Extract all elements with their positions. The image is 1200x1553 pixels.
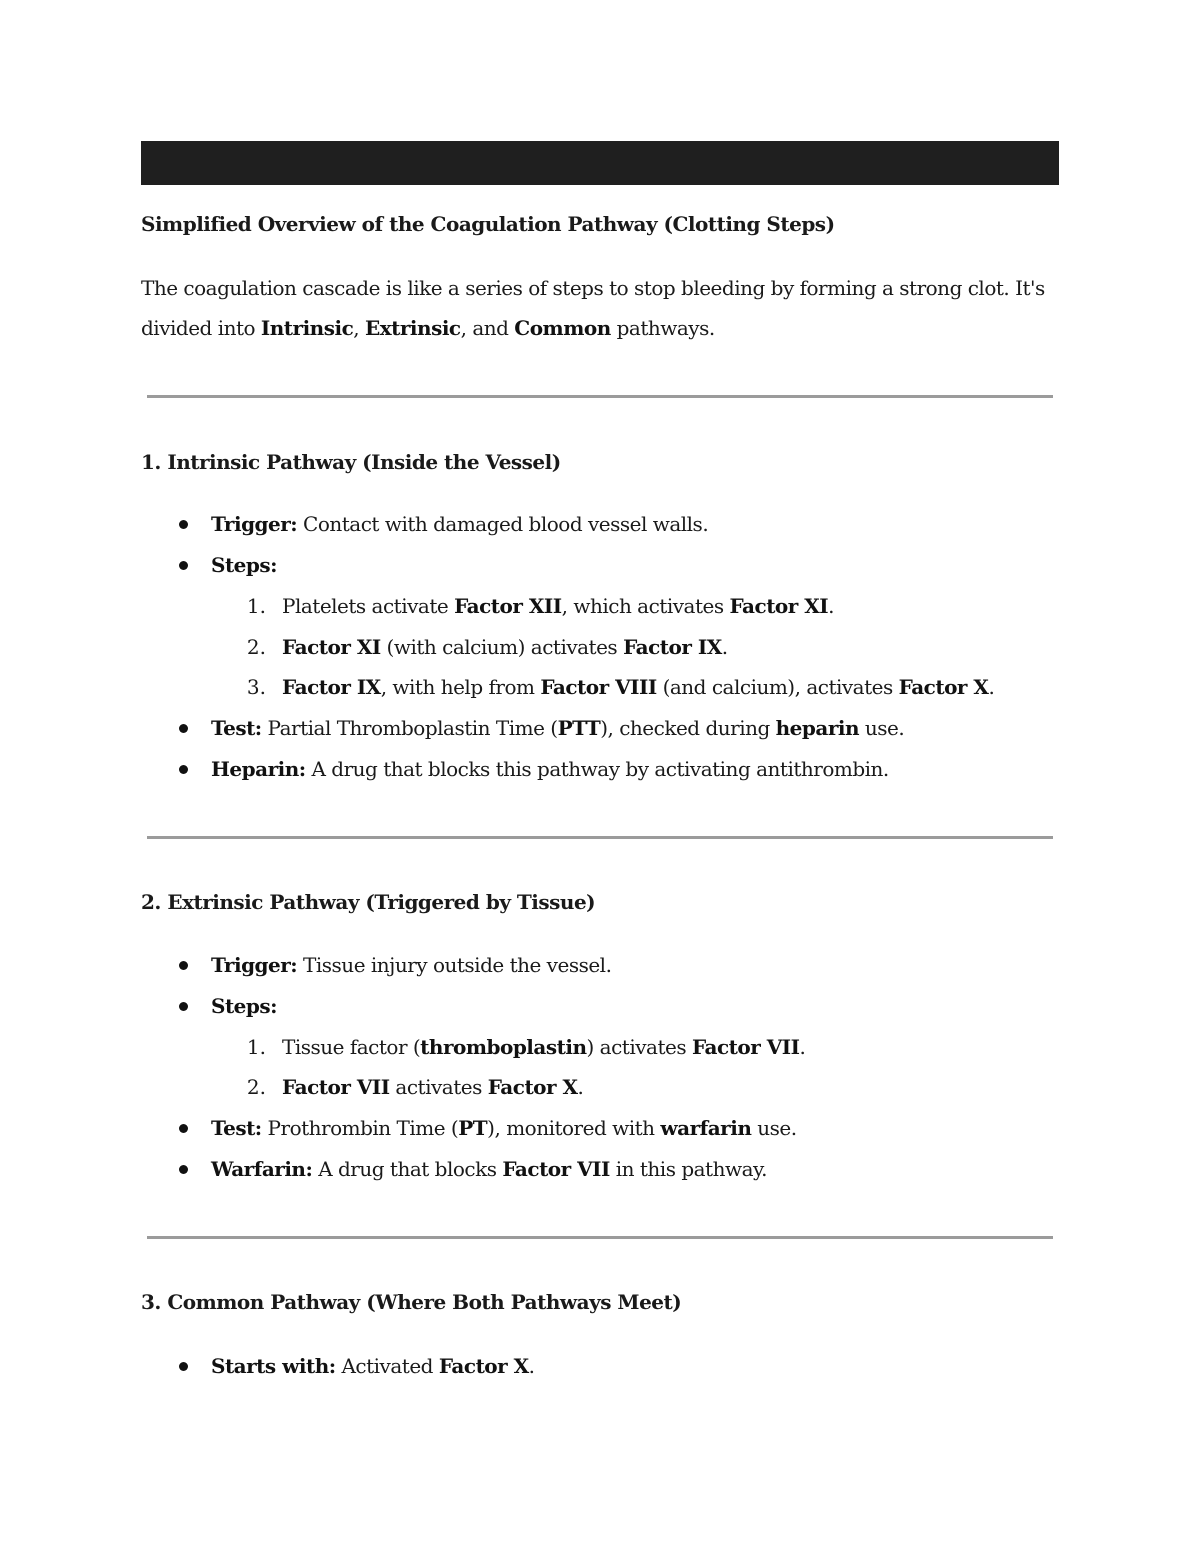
intro-line-2: divided into Intrinsic, Extrinsic, and Common pathways. <box>141 316 715 340</box>
extrinsic-heading: 2. Extrinsic Pathway (Triggered by Tissue) <box>141 890 596 914</box>
intrinsic-test: Test: Partial Thromboplastin Time (PTT), checked during heparin use. <box>211 716 905 740</box>
bullet-icon <box>179 1124 188 1133</box>
step-number: 1. <box>246 1035 266 1059</box>
page-title: Simplified Overview of the Coagulation Pathway (Clotting Steps) <box>141 212 835 236</box>
extrinsic-steps-label: Steps: <box>211 994 278 1018</box>
extrinsic-test: Test: Prothrombin Time (PT), monitored with warfarin use. <box>211 1116 797 1140</box>
bullet-icon <box>179 1165 188 1174</box>
intrinsic-steps-label: Steps: <box>211 553 278 577</box>
intrinsic-heading: 1. Intrinsic Pathway (Inside the Vessel) <box>141 450 561 474</box>
bullet-icon <box>179 520 188 529</box>
step-number: 2. <box>246 1075 266 1099</box>
step-number: 3. <box>246 675 266 699</box>
bullet-icon <box>179 724 188 733</box>
step-number: 2. <box>246 635 266 659</box>
bullet-icon <box>179 561 188 570</box>
intrinsic-heparin: Heparin: A drug that blocks this pathway by activating antithrombin. <box>211 757 889 781</box>
section-divider <box>147 836 1053 839</box>
bullet-icon <box>179 961 188 970</box>
intrinsic-step-2: Factor XI (with calcium) activates Factor IX. <box>282 635 728 659</box>
intrinsic-trigger: Trigger: Contact with damaged blood vessel walls. <box>211 512 709 536</box>
intrinsic-step-3: Factor IX, with help from Factor VIII (and calcium), activates Factor X. <box>282 675 995 699</box>
common-starts-with: Starts with: Activated Factor X. <box>211 1354 535 1378</box>
common-heading: 3. Common Pathway (Where Both Pathways Meet) <box>141 1290 682 1314</box>
extrinsic-warfarin: Warfarin: A drug that blocks Factor VII in this pathway. <box>211 1157 768 1181</box>
intrinsic-step-1: Platelets activate Factor XII, which activates Factor XI. <box>282 594 835 618</box>
section-divider <box>147 1236 1053 1239</box>
intro-line-1: The coagulation cascade is like a series of steps to stop bleeding by forming a strong clot. It's <box>141 276 1045 300</box>
bullet-icon <box>179 765 188 774</box>
step-number: 1. <box>246 594 266 618</box>
extrinsic-trigger: Trigger: Tissue injury outside the vessel. <box>211 953 612 977</box>
bullet-icon <box>179 1362 188 1371</box>
extrinsic-step-1: Tissue factor (thromboplastin) activates Factor VII. <box>282 1035 806 1059</box>
bullet-icon <box>179 1002 188 1011</box>
extrinsic-step-2: Factor VII activates Factor X. <box>282 1075 584 1099</box>
section-divider <box>147 395 1053 398</box>
header-bar <box>141 141 1059 185</box>
